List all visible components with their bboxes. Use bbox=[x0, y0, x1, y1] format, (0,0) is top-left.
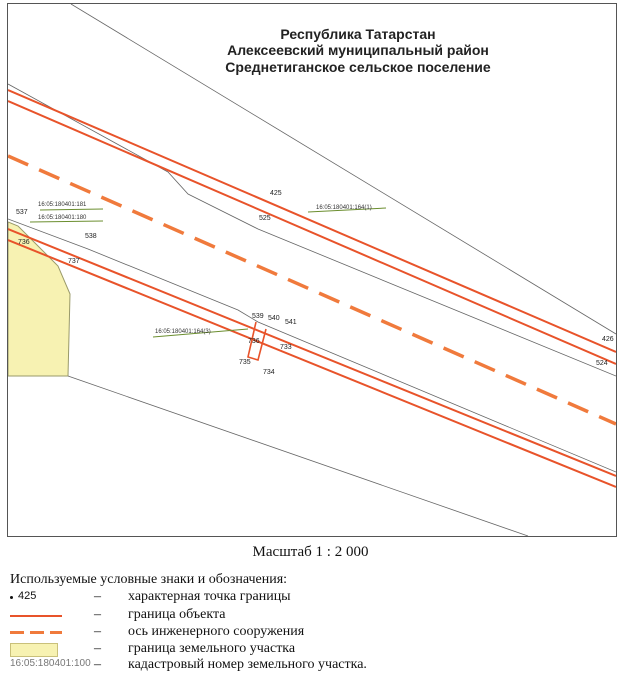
point-label: 525 bbox=[259, 215, 271, 222]
point-label: 540 bbox=[268, 315, 280, 322]
title-settlement: Среднетиганское сельское поселение bbox=[225, 59, 491, 75]
point-label: 734 bbox=[263, 369, 275, 376]
scale-label: Масштаб 1 : 2 000 bbox=[252, 544, 369, 560]
map-frame bbox=[7, 3, 617, 537]
axis-symbol bbox=[10, 631, 62, 634]
point-label: 541 bbox=[285, 319, 297, 326]
legend-text: характерная точка границы bbox=[128, 589, 291, 604]
legend-dash: – bbox=[94, 607, 101, 622]
parcel-symbol bbox=[10, 643, 58, 657]
cadastral-label: 16:05:180401:164(1) bbox=[316, 205, 372, 211]
legend-item-point bbox=[10, 589, 610, 605]
point-label: 737 bbox=[68, 258, 80, 265]
legend-text: граница земельного участка bbox=[128, 641, 296, 656]
legend-item-axis bbox=[10, 624, 610, 640]
legend-dash: – bbox=[94, 641, 101, 656]
label-leader bbox=[30, 221, 103, 222]
point-label: 735 bbox=[239, 359, 251, 366]
object-boundary-line bbox=[8, 229, 616, 476]
legend-text: граница объекта bbox=[128, 607, 226, 622]
legend-title: Используемые условные знаки и обозначения: bbox=[10, 572, 288, 587]
label-leader bbox=[40, 209, 103, 210]
parcel-boundary-irregular-1 bbox=[8, 84, 616, 376]
cadastral-label: 16:05:180401:181 bbox=[38, 202, 87, 208]
point-label: 425 bbox=[270, 190, 282, 197]
point-label: 736 bbox=[18, 239, 30, 246]
legend-point-number: 425 bbox=[18, 590, 37, 602]
legend-item-object-boundary bbox=[10, 607, 610, 623]
object-boundary-line bbox=[8, 240, 616, 487]
legend-dash: – bbox=[94, 624, 101, 639]
parcel-boundary-bottom bbox=[68, 376, 528, 536]
point-label: 426 bbox=[602, 336, 614, 343]
legend-text: ось инженерного сооружения bbox=[128, 624, 305, 639]
legend-dash: – bbox=[94, 589, 101, 604]
map-canvas bbox=[8, 4, 616, 536]
point-label: 736 bbox=[248, 338, 260, 345]
cadastral-label: 16:05:180401:164(3) bbox=[155, 329, 211, 335]
title-republic: Республика Татарстан bbox=[280, 26, 436, 42]
point-label: 733 bbox=[280, 344, 292, 351]
legend-dash: – bbox=[94, 657, 101, 672]
point-marker-icon bbox=[10, 596, 13, 599]
legend-item-parcel bbox=[10, 641, 610, 657]
point-label: 538 bbox=[85, 233, 97, 240]
title-district: Алексеевский муниципальный район bbox=[227, 42, 489, 58]
parcel-boundary-irregular-2 bbox=[8, 219, 616, 472]
legend-text: кадастровый номер земельного участка. bbox=[128, 657, 367, 672]
object-boundary-symbol bbox=[10, 615, 62, 617]
object-boundary-line bbox=[8, 101, 616, 364]
point-label: 524 bbox=[596, 360, 608, 367]
point-label: 539 bbox=[252, 313, 264, 320]
cadastral-label: 16:05:180401:180 bbox=[38, 215, 87, 221]
point-label: 537 bbox=[16, 209, 28, 216]
engineering-axis bbox=[8, 156, 616, 424]
legend-item-cadastral bbox=[10, 657, 610, 673]
cadastral-symbol: 16:05:180401:100 bbox=[10, 658, 91, 669]
